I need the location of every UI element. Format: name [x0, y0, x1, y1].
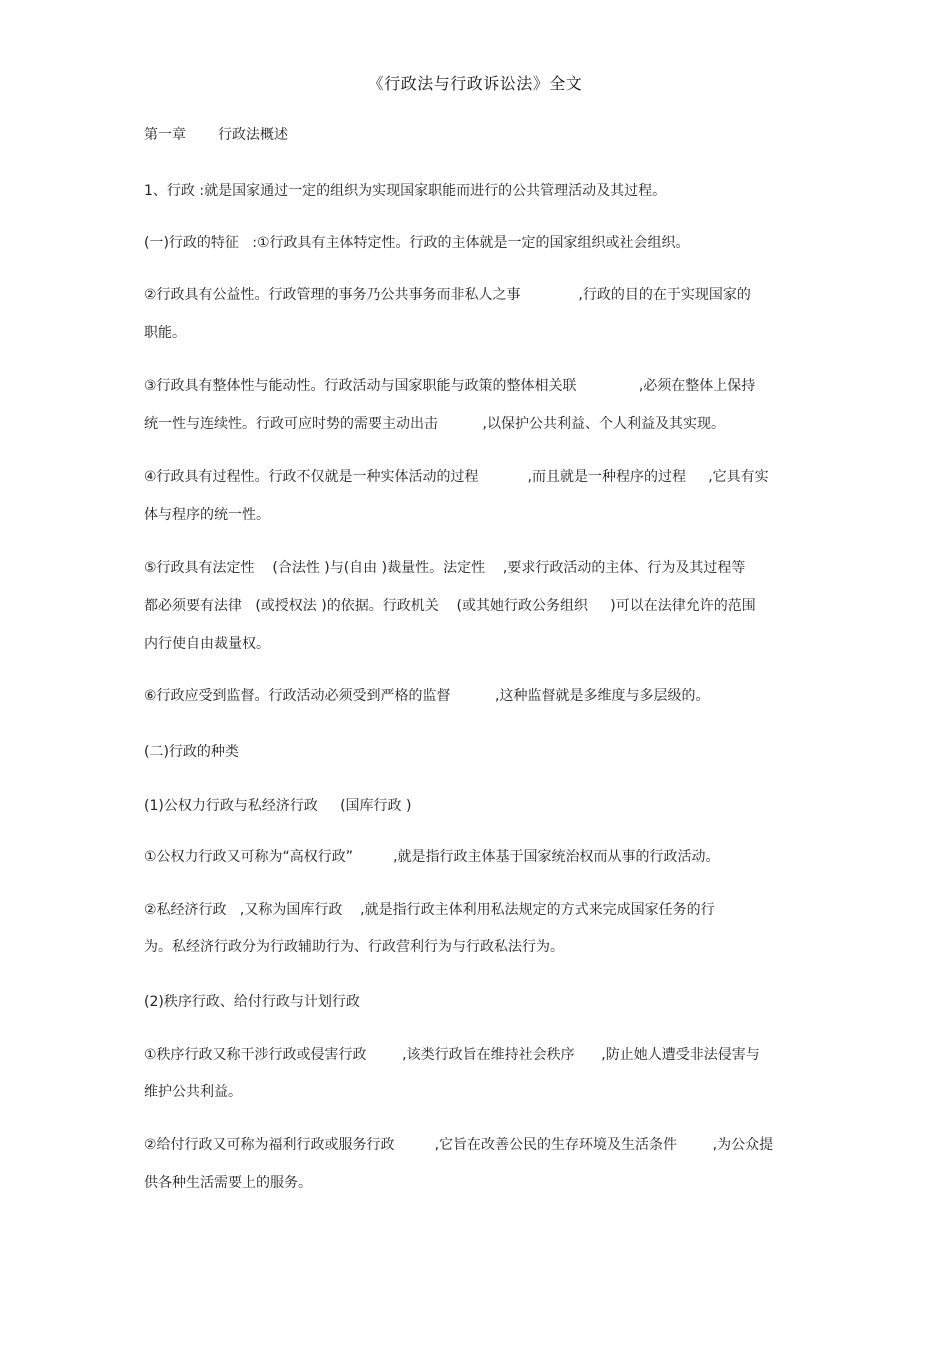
text-line: 1、行政 :就是国家通过一定的组织为实现国家职能而进行的公共管理活动及其过程。: [144, 183, 667, 199]
text-line: ②行政具有公益性。行政管理的事务乃公共事务而非私人之事 ,行政的目的在于实现国家的: [144, 287, 751, 303]
text-line: 职能。: [144, 325, 186, 341]
text-line: (2)秩序行政、给付行政与计划行政: [144, 994, 360, 1010]
text-line: ④行政具有过程性。行政不仅就是一种实体活动的过程 ,而且就是一种程序的过程 ,它具有实: [144, 469, 769, 485]
chapter-name: 行政法概述: [218, 127, 288, 143]
chapter-number: 第一章: [144, 127, 186, 143]
text-line: 都必须要有法律 (或授权法 )的依据。行政机关 (或其她行政公务组织 )可以在法律允许的范围: [144, 598, 756, 614]
document-title: 《行政法与行政诉讼法》全文: [367, 74, 583, 93]
text-line: 统一性与连续性。行政可应时势的需要主动出击 ,以保护公共利益、个人利益及其实现。: [144, 416, 725, 432]
text-line: (1)公权力行政与私经济行政 (国库行政 ): [144, 798, 412, 814]
text-line: ②给付行政又可称为福利行政或服务行政 ,它旨在改善公民的生存环境及生活条件 ,为公众提: [144, 1137, 774, 1153]
text-line: ③行政具有整体性与能动性。行政活动与国家职能与政策的整体相关联 ,必须在整体上保持: [144, 378, 756, 394]
text-line: ②私经济行政 ,又称为国库行政 ,就是指行政主体利用私法规定的方式来完成国家任务的行: [144, 902, 715, 918]
text-line: 内行使自由裁量权。: [144, 636, 270, 652]
text-line: 体与程序的统一性。: [144, 507, 270, 523]
text-line: (二)行政的种类: [144, 744, 239, 760]
text-line: ①秩序行政又称干涉行政或侵害行政 ,该类行政旨在维持社会秩序 ,防止她人遭受非法侵害与: [144, 1047, 760, 1063]
text-line: 维护公共利益。: [144, 1084, 242, 1100]
text-line: 供各种生活需要上的服务。: [144, 1175, 312, 1191]
text-line: ⑤行政具有法定性 (合法性 )与(自由 )裁量性。法定性 ,要求行政活动的主体、行为及其过程等: [144, 560, 746, 576]
text-line: ⑥行政应受到监督。行政活动必须受到严格的监督 ,这种监督就是多维度与多层级的。: [144, 688, 710, 704]
text-line: ①公权力行政又可称为“高权行政” ,就是指行政主体基于国家统治权而从事的行政活动。: [144, 849, 720, 865]
text-line: (一)行政的特征 :①行政具有主体特定性。行政的主体就是一定的国家组织或社会组织。: [144, 235, 690, 251]
text-line: 为。私经济行政分为行政辅助行为、行政营利行为与行政私法行为。: [144, 939, 564, 955]
